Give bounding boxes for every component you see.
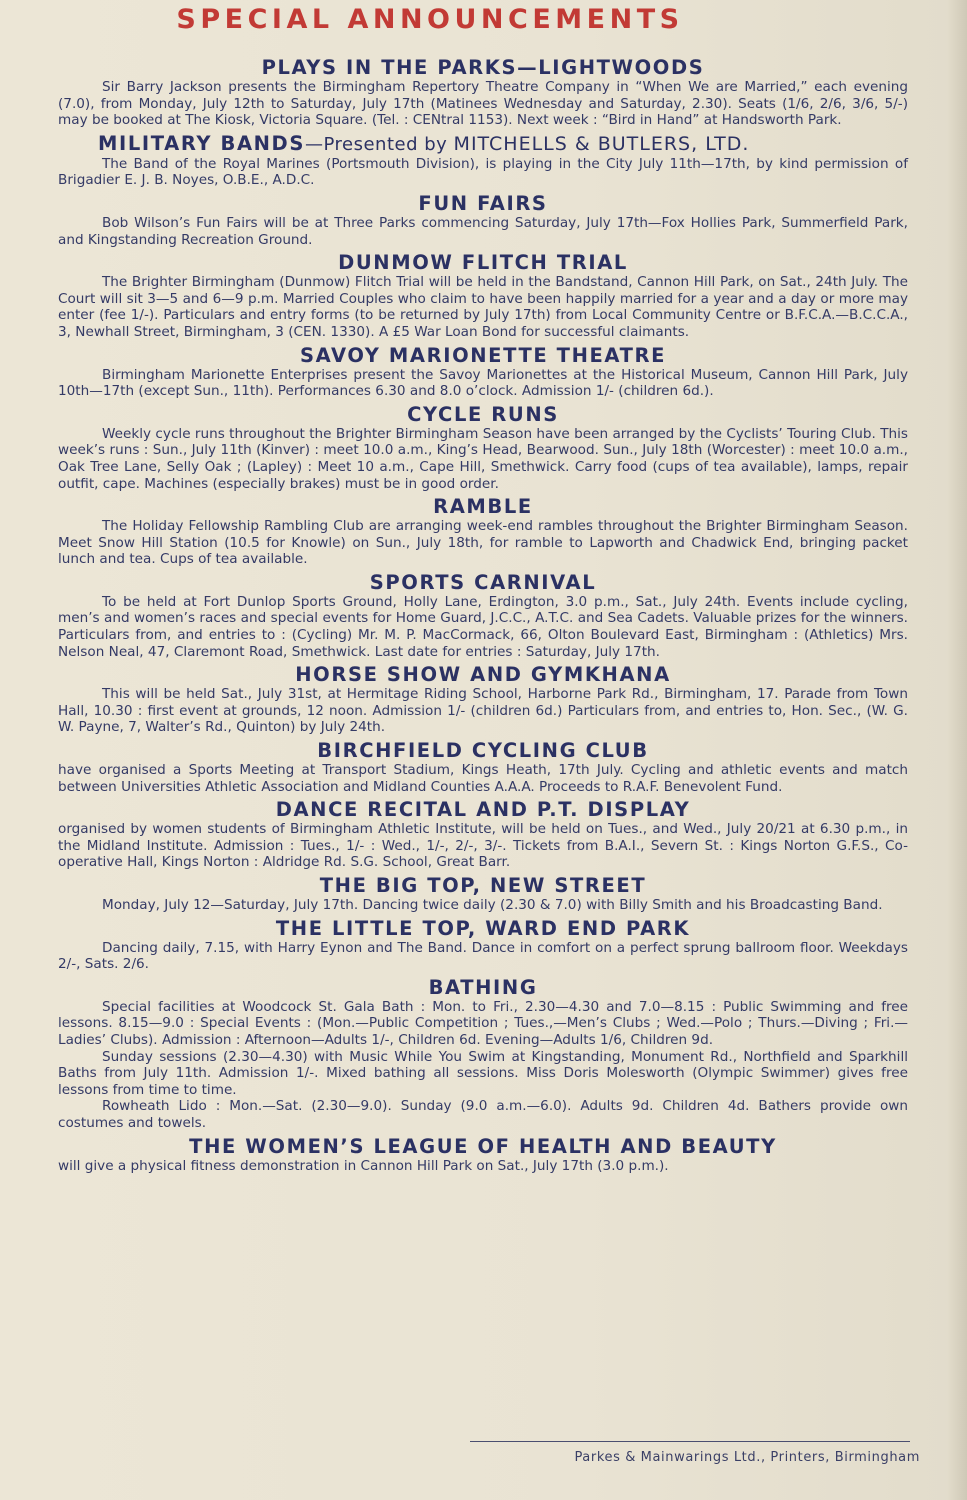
section-heading: SAVOY MARIONETTE THEATRE [299, 343, 667, 367]
section-body: This will be held Sat., July 31st, at Hermitage Riding School, Harborne Park Rd., Birmingham, 17. Parade from Town Hall, 10.30 : first event at grounds, 12 noon. Admission 1/- (children 6d.) Particulars from, and entries to, Hon. Sec., (W. G. W. Payne, 7, Walter’s Rd., Quinton) by July 24th. [58, 686, 908, 736]
section-heading: THE LITTLE TOP, WARD END PARK [275, 916, 691, 940]
section-body: Birmingham Marionette Enterprises present the Savoy Marionettes at the Historical Museum, Cannon Hill Park, July 10th—17th (except Sun., 11th). Performances 6.30 and 8.0 o’clock. Admission 1/- (children 6d.). [58, 366, 908, 400]
section-bathing [58, 976, 908, 1132]
section-sports-carnival [58, 571, 908, 660]
section-cycle-runs [58, 403, 908, 492]
bathing-paragraph: Sunday sessions (2.30—4.30) with Music While You Swim at Kingstanding, Monument Rd., Northfield and Sparkhill Baths from July 11th. Admission 1/-. Mixed bathing all sessions. Miss Doris Molesworth (Olympic Swimmer) gives free lessons from time to time. [58, 1048, 908, 1098]
section-horse-show [58, 663, 908, 736]
section-dance-recital [58, 798, 908, 871]
section-heading: RAMBLE [433, 495, 533, 519]
section-big-top [58, 874, 908, 914]
section-heading: BIRCHFIELD CYCLING CLUB [317, 739, 649, 763]
section-body: organised by women students of Birmingham Athletic Institute, will be held on Tues., and Wed., July 20/21 at 6.30 p.m., in the Midland Institute. Admission : Tues., 1/- : Wed., 1/-, 2/-, 3/-. Tickets from B.A.I., Severn St. : Kings Norton G.F.S., Co-operative Hall, Kings Norton : Aldridge Rd. S.G. School, Great Barr. [58, 821, 908, 871]
section-heading [58, 132, 908, 156]
section-womens-league [58, 1135, 908, 1175]
section-heading: SPORTS CARNIVAL [369, 570, 597, 594]
section-body: will give a physical fitness demonstration in Cannon Hill Park on Sat., July 17th (3.0 p.m.). [58, 1157, 669, 1174]
section-body: The Band of the Royal Marines (Portsmouth Division), is playing in the City July 11th—17th, by kind permission of Brigadier E. J. B. Noyes, O.B.E., A.D.C. [58, 155, 908, 189]
section-body: The Brighter Birmingham (Dunmow) Flitch Trial will be held in the Bandstand, Cannon Hill Park, on Sat., 24th July. The Court will sit 3—5 and 6—9 p.m. Married Couples who claim to have been happily married for a year and a day or more may enter (fee 1/-). Particulars and entry forms (to be returned by July 17th) from Local Community Centre or B.F.C.A.—B.C.C.A., 3, Newhall Street, Birmingham, 3 (CEN. 1330). A £5 War Loan Bond for successful claimants. [58, 274, 908, 340]
section-body: Sir Barry Jackson presents the Birmingham Repertory Theatre Company in “When We are Married,” each evening (7.0), from Monday, July 12th to Saturday, July 17th (Matinees Wednesday and Saturday, 2.30). Seats (1/6, 2/6, 3/6, 5/-) may be booked at The Kiosk, Victoria Square. (Tel. : CENtral 1153). Next week : “Bird in Hand” at Handsworth Park. [58, 79, 908, 129]
heading-sponsor: MITCHELLS & BUTLERS, LTD. [453, 132, 750, 155]
section-heading: CYCLE RUNS [407, 402, 559, 426]
section-ramble [58, 495, 908, 568]
heading-presented-by: —Presented by [304, 133, 454, 155]
section-body [58, 999, 908, 1132]
bathing-paragraph: Special facilities at Woodcock St. Gala Bath : Mon. to Fri., 2.30—4.30 and 7.0—8.15 : Public Swimming and free lessons. 8.15—9.0 : Special Events : (Mon.—Public Competition ; Tues.,—Men’s Clubs ; Wed.—Polo ; Thurs.—Diving ; Fri.—Ladies’ Clubs). Admission : Afternoon—Adults 1/-, Children 6d. Evening—Adults 1/6, Children 9d. [58, 998, 908, 1048]
section-body: The Holiday Fellowship Rambling Club are arranging week-end rambles throughout the Brighter Birmingham Season. Meet Snow Hill Station (10.5 for Knowle) on Sun., July 18th, for ramble to Lapworth and Chadwick End, bringing packet lunch and tea. Cups of tea available. [58, 518, 908, 568]
section-fun-fairs [58, 192, 908, 248]
section-heading: FUN FAIRS [418, 191, 548, 215]
section-body: Monday, July 12—Saturday, July 17th. Dancing twice daily (2.30 & 7.0) with Billy Smith and his Broadcasting Band. [102, 897, 883, 913]
section-plays-in-the-parks [58, 56, 908, 129]
announcements-column [58, 56, 908, 1177]
section-heading: DUNMOW FLITCH TRIAL [338, 251, 628, 275]
section-heading: BATHING [428, 975, 538, 999]
section-heading: THE WOMEN’S LEAGUE OF HEALTH AND BEAUTY [189, 1134, 777, 1158]
section-military-bands [58, 132, 908, 189]
section-savoy-marionette-theatre [58, 344, 908, 400]
page-edge-shadow [947, 0, 967, 1500]
section-body: Bob Wilson’s Fun Fairs will be at Three Parks commencing Saturday, July 17th—Fox Hollies Park, Summerfield Park, and Kingstanding Recreation Ground. [58, 214, 908, 248]
section-little-top [58, 917, 908, 973]
section-body: have organised a Sports Meeting at Transport Stadium, Kings Heath, 17th July. Cycling and athletic events and match between Universities Athletic Association and Midland Counties A.A.A. Proceeds to R.A.F. Benevolent Fund. [58, 762, 908, 795]
bathing-paragraph: Rowheath Lido : Mon.—Sat. (2.30—9.0). Sunday (9.0 a.m.—6.0). Adults 9d. Children 4d. Bathers provide own costumes and towels. [58, 1098, 908, 1131]
page-title: SPECIAL ANNOUNCEMENTS [176, 4, 684, 35]
section-body: Dancing daily, 7.15, with Harry Eynon and The Band. Dance in comfort on a perfect sprung ballroom floor. Weekdays 2/-, Sats. 2/6. [58, 939, 908, 973]
section-heading: HORSE SHOW AND GYMKHANA [295, 663, 671, 687]
section-heading: PLAYS IN THE PARKS—LIGHTWOODS [261, 56, 705, 79]
section-heading: THE BIG TOP, NEW STREET [319, 874, 647, 897]
footer-divider [470, 1441, 910, 1442]
section-heading: DANCE RECITAL AND P.T. DISPLAY [275, 798, 691, 822]
section-birchfield-cycling-club [58, 739, 908, 795]
printer-imprint: Parkes & Mainwarings Ltd., Printers, Birmingham [574, 1450, 920, 1465]
section-body: Weekly cycle runs throughout the Brighter Birmingham Season have been arranged by the Cyclists’ Touring Club. This week’s runs : Sun., July 11th (Kinver) : meet 10.0 a.m., King’s Head, Bearwood. Sun., July 18th (Worcester) : meet 10.0 a.m., Oak Tree Lane, Selly Oak ; (Lapley) : Meet 10 a.m., Cape Hill, Smethwick. Carry food (cups of tea available), lamps, repair outfit, cape. Machines (especially brakes) must be in good order. [58, 425, 908, 492]
section-body: To be held at Fort Dunlop Sports Ground, Holly Lane, Erdington, 3.0 p.m., Sat., July 24th. Events include cycling, men’s and women’s races and special events for Home Guard, J.C.C., A.T.C. and Sea Cadets. Valuable prizes for the winners. Particulars from, and entries to : (Cycling) Mr. M. P. MacCormack, 66, Olton Boulevard East, Birmingham : (Athletics) Mrs. Nelson Neal, 47, Claremont Road, Smethwick. Last date for entries : Saturday, July 17th. [58, 593, 908, 660]
heading-main: MILITARY BANDS [98, 131, 305, 155]
section-dunmow-flitch-trial [58, 251, 908, 340]
